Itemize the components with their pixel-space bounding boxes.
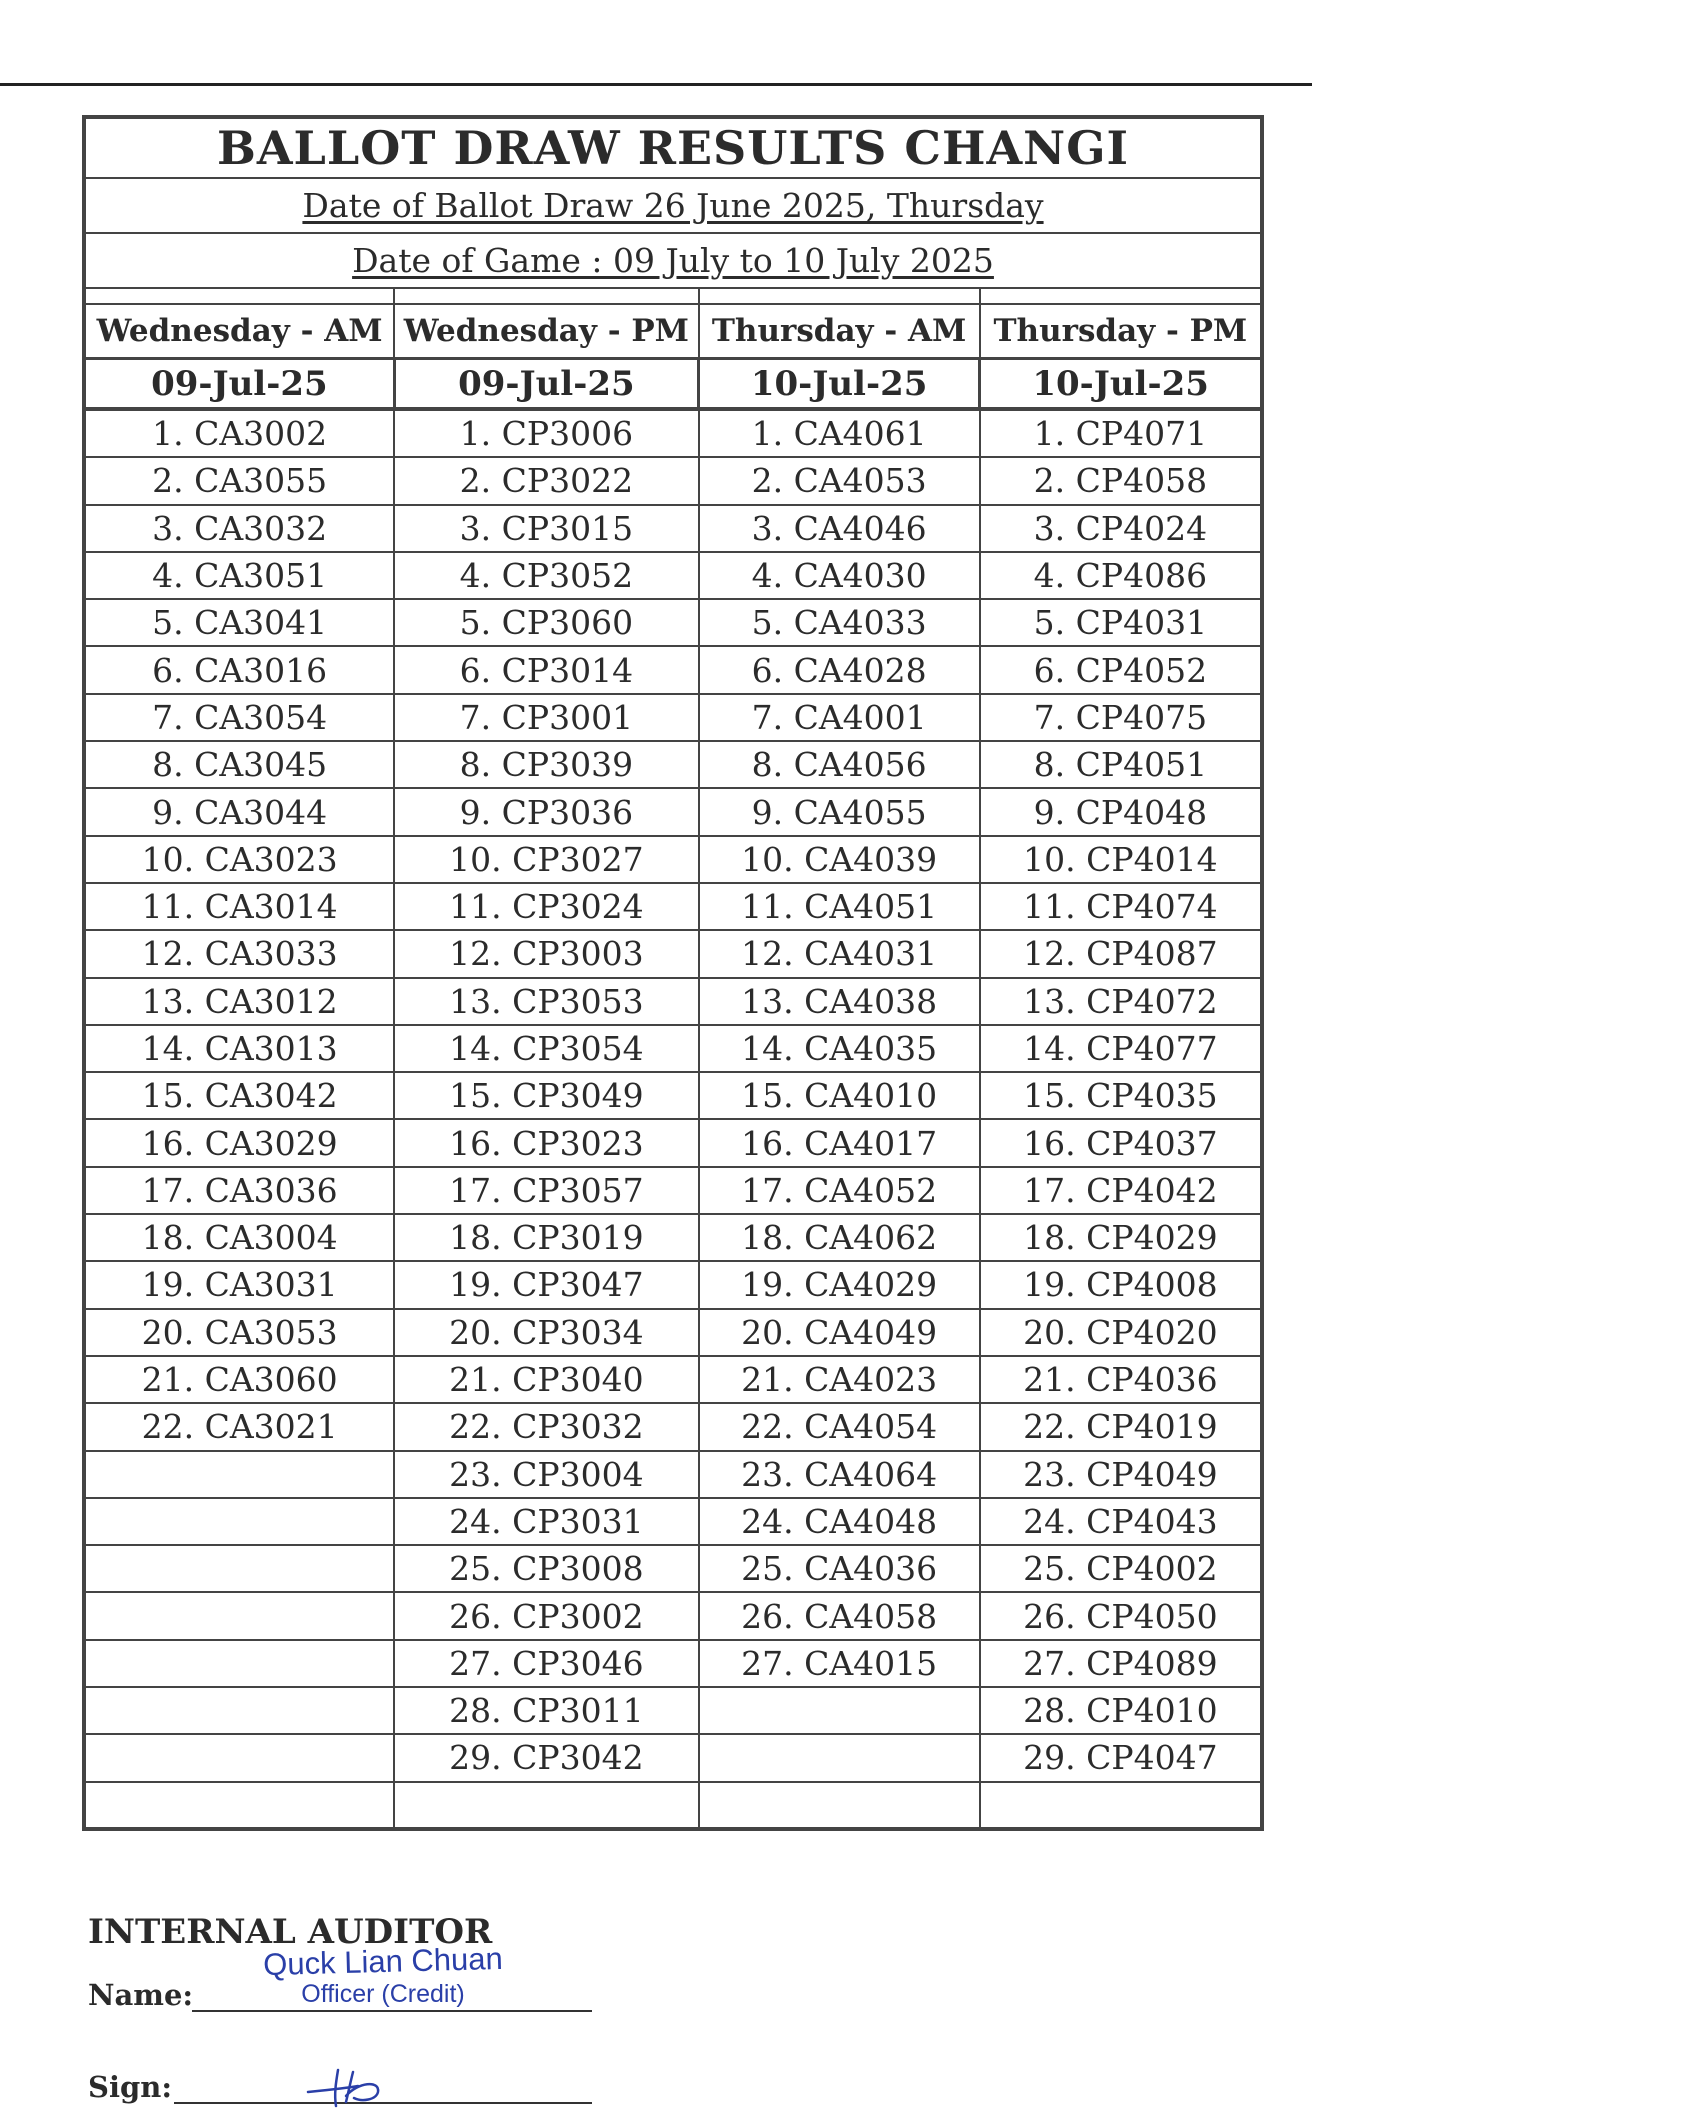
result-cell: 21. CP4036 [980, 1356, 1262, 1403]
result-cell: 7. CA4001 [699, 694, 980, 741]
table-row [84, 505, 1262, 552]
result-cell: 15. CP3049 [394, 1072, 698, 1119]
result-cell: 18. CA4062 [699, 1214, 980, 1261]
table-row [84, 694, 1262, 741]
result-cell: 1. CA3002 [84, 409, 394, 457]
result-cell: 1. CP4071 [980, 409, 1262, 457]
result-cell: 8. CA3045 [84, 741, 394, 788]
draw-date-row [84, 178, 1262, 233]
result-cell [84, 1640, 394, 1687]
result-cell: 29. CP3042 [394, 1734, 698, 1781]
result-cell: 18. CA3004 [84, 1214, 394, 1261]
result-cell: 16. CP4037 [980, 1119, 1262, 1166]
table-row [84, 646, 1262, 693]
table-row [84, 1687, 1262, 1734]
result-cell [84, 1734, 394, 1781]
result-cell: 19. CP4008 [980, 1261, 1262, 1308]
result-cell: 27. CP3046 [394, 1640, 698, 1687]
table-row [84, 883, 1262, 930]
result-cell: 8. CP4051 [980, 741, 1262, 788]
result-cell: 18. CP3019 [394, 1214, 698, 1261]
result-cell: 26. CP3002 [394, 1592, 698, 1639]
column-header-date: 10-Jul-25 [699, 359, 980, 410]
draw-date: Date of Ballot Draw 26 June 2025, Thursday [302, 186, 1044, 225]
result-cell: 2. CP4058 [980, 457, 1262, 504]
result-cell: 2. CA4053 [699, 457, 980, 504]
result-cell: 27. CP4089 [980, 1640, 1262, 1687]
table-row [84, 1451, 1262, 1498]
result-cell [84, 1498, 394, 1545]
result-cell: 26. CP4050 [980, 1592, 1262, 1639]
result-cell: 15. CP4035 [980, 1072, 1262, 1119]
result-cell [84, 1545, 394, 1592]
result-cell: 20. CA4049 [699, 1309, 980, 1356]
result-cell: 10. CA3023 [84, 836, 394, 883]
result-cell: 13. CP3053 [394, 978, 698, 1025]
result-cell: 14. CP3054 [394, 1025, 698, 1072]
result-cell: 17. CP4042 [980, 1167, 1262, 1214]
result-cell: 20. CA3053 [84, 1309, 394, 1356]
result-cell: 6. CA3016 [84, 646, 394, 693]
table-row [84, 1214, 1262, 1261]
result-cell: 1. CP3006 [394, 409, 698, 457]
table-row [84, 409, 1262, 457]
result-cell: 24. CA4048 [699, 1498, 980, 1545]
result-cell: 28. CP4010 [980, 1687, 1262, 1734]
game-date-row [84, 233, 1262, 288]
result-cell: 7. CA3054 [84, 694, 394, 741]
name-label: Name: [88, 1978, 194, 2012]
result-cell: 9. CA3044 [84, 788, 394, 835]
result-cell [84, 1592, 394, 1639]
result-cell: 4. CA3051 [84, 552, 394, 599]
table-row [84, 1309, 1262, 1356]
result-cell: 3. CA4046 [699, 505, 980, 552]
table-row [84, 1498, 1262, 1545]
column-header-day: Thursday - AM [699, 304, 980, 359]
result-cell: 22. CA4054 [699, 1403, 980, 1450]
result-cell: 24. CP4043 [980, 1498, 1262, 1545]
column-header-date: 10-Jul-25 [980, 359, 1262, 410]
result-cell: 21. CP3040 [394, 1356, 698, 1403]
result-cell: 21. CA3060 [84, 1356, 394, 1403]
table-row [84, 930, 1262, 977]
result-cell: 6. CA4028 [699, 646, 980, 693]
result-cell: 3. CP4024 [980, 505, 1262, 552]
result-cell: 15. CA3042 [84, 1072, 394, 1119]
result-cell: 7. CP3001 [394, 694, 698, 741]
result-cell: 23. CP4049 [980, 1451, 1262, 1498]
result-cell: 5. CA3041 [84, 599, 394, 646]
result-cell: 23. CP3004 [394, 1451, 698, 1498]
table-row [84, 1072, 1262, 1119]
result-cell: 6. CP4052 [980, 646, 1262, 693]
column-header-day: Wednesday - AM [84, 304, 394, 359]
result-cell: 2. CP3022 [394, 457, 698, 504]
result-cell: 10. CP4014 [980, 836, 1262, 883]
day-header-row [84, 304, 1262, 359]
signature-mark [298, 2062, 408, 2112]
result-cell: 1. CA4061 [699, 409, 980, 457]
result-cell: 26. CA4058 [699, 1592, 980, 1639]
column-header-day: Thursday - PM [980, 304, 1262, 359]
result-cell: 20. CP3034 [394, 1309, 698, 1356]
auditor-name: Quck Lian Chuan [262, 1940, 504, 1983]
result-cell: 13. CA3012 [84, 978, 394, 1025]
result-cell: 13. CP4072 [980, 978, 1262, 1025]
result-cell: 17. CP3057 [394, 1167, 698, 1214]
result-cell: 20. CP4020 [980, 1309, 1262, 1356]
table-row [84, 1167, 1262, 1214]
result-cell: 14. CA3013 [84, 1025, 394, 1072]
result-cell: 22. CP4019 [980, 1403, 1262, 1450]
result-cell: 24. CP3031 [394, 1498, 698, 1545]
table-row [84, 1640, 1262, 1687]
result-cell: 12. CA4031 [699, 930, 980, 977]
result-cell: 21. CA4023 [699, 1356, 980, 1403]
column-header-date: 09-Jul-25 [84, 359, 394, 410]
name-line [192, 2010, 592, 2012]
column-header-date: 09-Jul-25 [394, 359, 698, 410]
result-cell: 5. CP4031 [980, 599, 1262, 646]
result-cell: 5. CA4033 [699, 599, 980, 646]
table-row [84, 978, 1262, 1025]
table-row [84, 1545, 1262, 1592]
result-cell: 4. CA4030 [699, 552, 980, 599]
result-cell: 12. CP3003 [394, 930, 698, 977]
result-cell: 10. CA4039 [699, 836, 980, 883]
table-row [84, 457, 1262, 504]
result-cell: 6. CP3014 [394, 646, 698, 693]
table-row [84, 1356, 1262, 1403]
table-row [84, 552, 1262, 599]
result-cell: 4. CP3052 [394, 552, 698, 599]
table-row [84, 1592, 1262, 1639]
result-cell: 3. CP3015 [394, 505, 698, 552]
result-cell: 25. CA4036 [699, 1545, 980, 1592]
result-cell: 13. CA4038 [699, 978, 980, 1025]
ballot-results-table [82, 115, 1264, 1831]
table-row [84, 1025, 1262, 1072]
result-cell: 17. CA4052 [699, 1167, 980, 1214]
result-cell: 19. CP3047 [394, 1261, 698, 1308]
result-cell: 17. CA3036 [84, 1167, 394, 1214]
result-cell: 12. CP4087 [980, 930, 1262, 977]
spacer-row [84, 288, 1262, 304]
internal-auditor-block [88, 1912, 648, 2104]
result-cell: 5. CP3060 [394, 599, 698, 646]
result-cell: 4. CP4086 [980, 552, 1262, 599]
result-cell: 11. CP4074 [980, 883, 1262, 930]
result-cell: 10. CP3027 [394, 836, 698, 883]
sign-label: Sign: [88, 2070, 173, 2104]
table-row [84, 599, 1262, 646]
result-cell: 14. CA4035 [699, 1025, 980, 1072]
result-cell: 14. CP4077 [980, 1025, 1262, 1072]
result-cell: 8. CA4056 [699, 741, 980, 788]
document-title: BALLOT DRAW RESULTS CHANGI [84, 117, 1262, 178]
auditor-title: INTERNAL AUDITOR [88, 1912, 493, 1952]
result-cell: 8. CP3039 [394, 741, 698, 788]
table-row [84, 1119, 1262, 1166]
result-cell: 2. CA3055 [84, 457, 394, 504]
result-cell: 19. CA4029 [699, 1261, 980, 1308]
game-date: Date of Game : 09 July to 10 July 2025 [352, 241, 994, 280]
date-header-row [84, 359, 1262, 410]
result-cell: 19. CA3031 [84, 1261, 394, 1308]
top-rule [0, 83, 1312, 86]
result-cell: 3. CA3032 [84, 505, 394, 552]
result-cell: 27. CA4015 [699, 1640, 980, 1687]
result-cell [699, 1734, 980, 1781]
result-cell: 9. CP4048 [980, 788, 1262, 835]
table-row [84, 1403, 1262, 1450]
result-cell: 12. CA3033 [84, 930, 394, 977]
table-row [84, 1734, 1262, 1781]
result-cell: 22. CP3032 [394, 1403, 698, 1450]
result-cell: 15. CA4010 [699, 1072, 980, 1119]
title-row [84, 117, 1262, 178]
result-cell: 22. CA3021 [84, 1403, 394, 1450]
result-cell: 23. CA4064 [699, 1451, 980, 1498]
result-cell: 7. CP4075 [980, 694, 1262, 741]
result-cell: 29. CP4047 [980, 1734, 1262, 1781]
result-cell: 16. CA4017 [699, 1119, 980, 1166]
result-cell [84, 1687, 394, 1734]
result-cell: 28. CP3011 [394, 1687, 698, 1734]
table-row [84, 836, 1262, 883]
table-row [84, 1261, 1262, 1308]
result-cell [84, 1451, 394, 1498]
result-cell: 11. CA4051 [699, 883, 980, 930]
result-cell: 25. CP4002 [980, 1545, 1262, 1592]
table-row [84, 741, 1262, 788]
result-cell: 18. CP4029 [980, 1214, 1262, 1261]
result-cell: 11. CP3024 [394, 883, 698, 930]
result-cell: 9. CP3036 [394, 788, 698, 835]
auditor-role: Officer (Credit) [301, 1980, 465, 2008]
result-cell: 16. CA3029 [84, 1119, 394, 1166]
result-cell: 16. CP3023 [394, 1119, 698, 1166]
result-cell: 11. CA3014 [84, 883, 394, 930]
empty-end-row [84, 1782, 1262, 1829]
result-cell: 9. CA4055 [699, 788, 980, 835]
column-header-day: Wednesday - PM [394, 304, 698, 359]
result-cell [699, 1687, 980, 1734]
table-row [84, 788, 1262, 835]
result-cell: 25. CP3008 [394, 1545, 698, 1592]
